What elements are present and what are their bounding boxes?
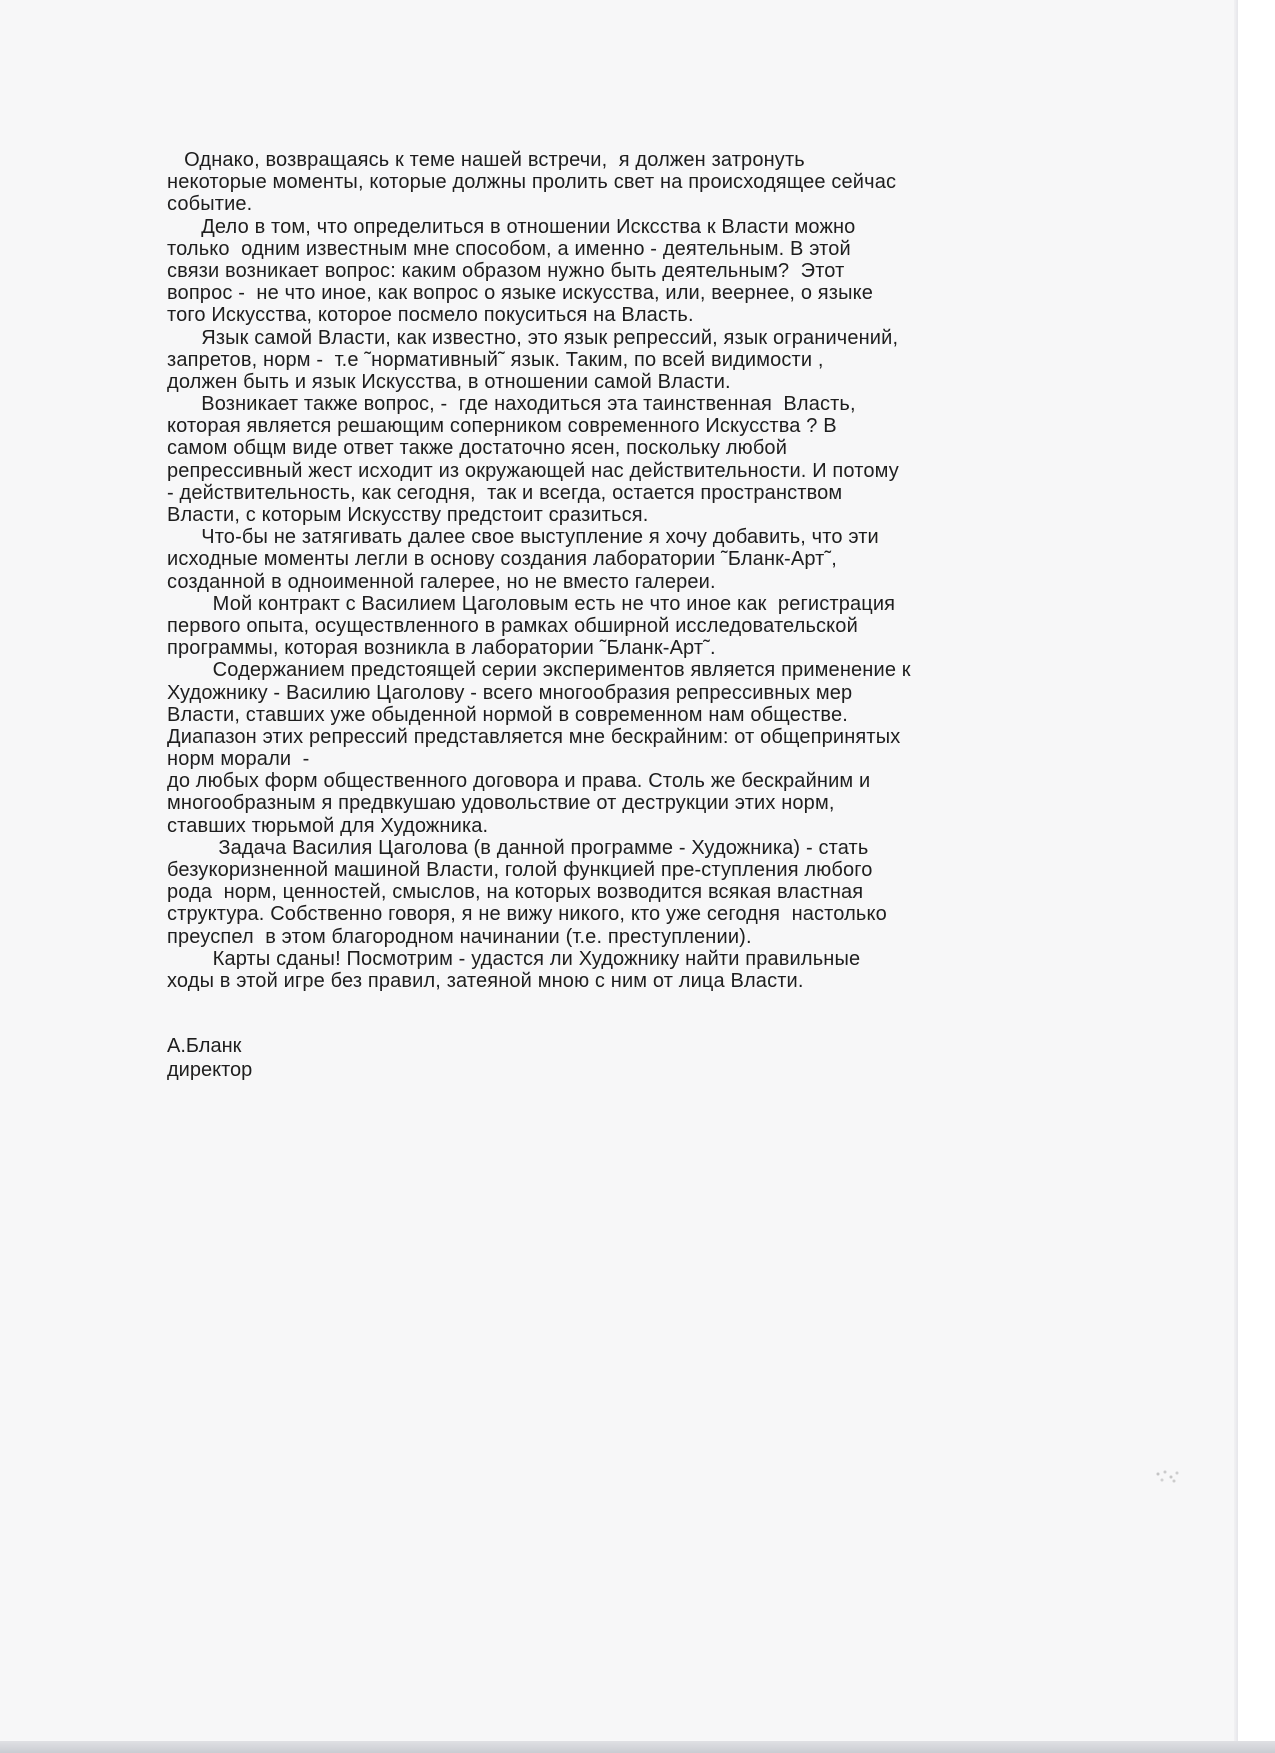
text-line: Содержанием предстоящей серии экспериментов является применение к [167,659,911,682]
signature-name: А.Бланк [167,1035,242,1057]
text-line: Художнику - Василию Цаголову - всего многообразия репрессивных мер [167,681,853,704]
text-line: должен быть и язык Искусства, в отношении самой Власти. [167,370,731,393]
text-line: ставших тюрьмой для Художника. [167,814,489,837]
text-line: вопрос - не что иное, как вопрос о языке искусства, или, веернее, о языке [167,282,874,305]
text-line: Язык самой Власти, как известно, это язык репрессий, язык ограничений, [167,326,899,349]
text-line: структура. Собственно говоря, я не вижу никого, кто уже сегодня настолько [167,903,887,926]
text-line: которая является решающим соперником современного Искусства ? В [167,415,837,438]
text-line: Карты сданы! Посмотрим - удастся ли Художнику найти правильные [167,947,861,970]
text-line: до любых форм общественного договора и права. Столь же бескрайним и [167,770,871,793]
scan-margin [1238,0,1275,1753]
scan-speck [1155,1470,1181,1484]
text-line: связи возникает вопрос: каким образом нужно быть деятельным? Этот [167,259,845,282]
signature-block [167,1034,252,1082]
text-line: Дело в том, что определиться в отношении Искcства к Власти можно [167,215,856,238]
text-line: репрессивный жест исходит из окружающей нас действительности. И потому [167,459,899,482]
text-line: самом общм виде ответ также достаточно ясен, поскольку любой [167,437,788,460]
text-line: некоторые моменты, которые должны пролить свет на происходящее сейчас [167,171,897,194]
text-line: первого опыта, осуществленного в рамках обширной исследовательской [167,614,858,637]
text-line: Задача Василия Цаголова (в данной программе - Художника) - стать [167,836,869,859]
text-line: того Искусства, которое посмело покуситься на Власть. [167,304,694,327]
text-line: исходные моменты легли в основу создания лаборатории ˜Бланк-Арт˜, [167,548,838,571]
text-line: рода норм, ценностей, смыслов, на которых возводится всякая властная [167,881,864,904]
text-line: только одним известным мне способом, а именно - деятельным. В этой [167,237,851,260]
text-line: Власти, с которым Искусству предстоит сразиться. [167,504,649,526]
text-line: ходы в этой игре без правил, затеяной мною с ним от лица Власти. [167,969,804,992]
text-line: Однако, возвращаясь к теме нашей встречи, я должен затронуть [167,149,805,171]
text-line: Что-бы не затягивать далее свое выступление я хочу добавить, что эти [167,526,879,549]
text-line: событие. [167,193,253,216]
text-line: норм морали - [167,748,310,771]
text-line: безукоризненной машиной Власти, голой функцией пре-ступления любого [167,859,873,881]
text-line: созданной в одноименной галерее, но не вместо галереи. [167,570,716,593]
text-line: запретов, норм - т.е ˜нормативный˜ язык. Таким, по всей видимости , [167,348,824,371]
text-line: Мой контракт с Василием Цаголовым есть не что иное как регистрация [167,592,896,615]
scan-bottom-edge [0,1741,1275,1753]
text-line: преуспел в этом благородном начинании (т.е. преступлении). [167,925,752,948]
text-line: Возникает также вопрос, - где находиться эта таинственная Власть, [167,393,856,416]
text-line: - действительность, как сегодня, так и всегда, остается пространством [167,481,843,504]
text-line: многообразным я предвкушаю удовольствие от деструкции этих норм, [167,792,835,815]
text-line: программы, которая возникла в лаборатории ˜Бланк-Арт˜. [167,637,716,660]
signature-title: директор [167,1059,253,1081]
letter-body [167,149,1067,992]
text-line: Власти, ставших уже обыденной нормой в современном нам обществе. [167,703,848,726]
text-line: Диапазон этих репрессий представляется мне бескрайним: от общепринятых [167,725,901,748]
